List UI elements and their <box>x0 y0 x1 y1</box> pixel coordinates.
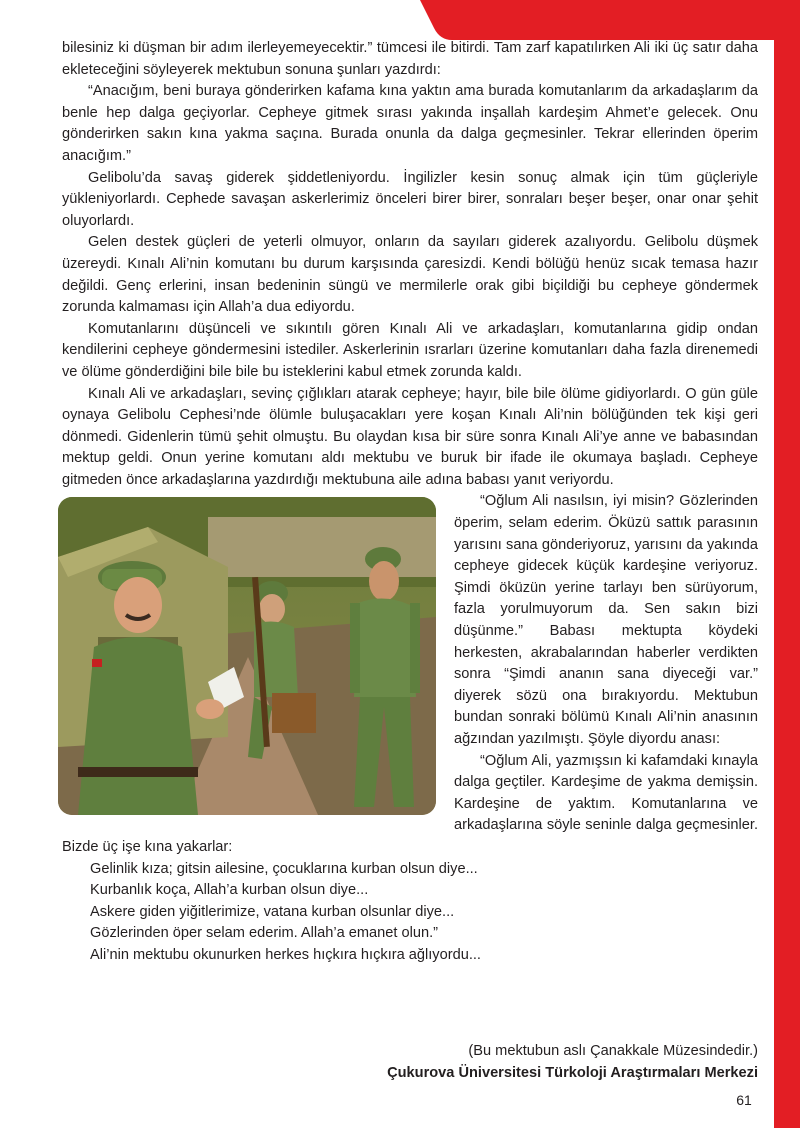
source-organization: Çukurova Üniversitesi Türkoloji Araştırmaları Merkezi <box>387 1065 758 1081</box>
mother-letter: “Oğlum Ali, yazmışsın ki kafamdaki kınayla dalga geçtiler. Kardeşime de yakma demişsin. Kardeşine de yaktım. Komutanlarına ve arkadaşlarına söyle seninle dalga geçmesinler. Bizde üç işe kına yakarlar: <box>62 752 758 855</box>
paragraph-3: Gelibolu’da savaş giderek şiddetleniyordu. İngilizler kesin sonuç almak için tüm güçleriyle yükleniyorlardı. Cephede savaşan askerlerimiz önceleri birer birer, sonraları beşer beşer, onar onar şehit oluyorlardı. <box>62 169 758 229</box>
letter-intro: “Oğlum Ali nasılsın, iyi misin? Gözlerinden öperim, selam ederim. Öküzü sattık parasının yarısını sana gönderiyoruz, yarısını da yakında cepheye gidecek küçük kardeşine veriyoruz. Şimdi öküzün yerine tarlayı ben sürüyorum, fazla yorulmuyorum da. Sen sakın bizi düşünme.” Babası mektupta köydeki herkesten, akrabalarından haberler verdikten sonra “Şimdi ananın sana diyeceği var.” diyerek sözü ona bırakıyordu. Mektubun bundan sonraki bölümü Kınalı Ali’nin anasının ağzından yazılmıştı. Şöyle diyordu anası: <box>454 493 758 747</box>
poem-lines <box>62 859 758 967</box>
poem-line: Askere giden yiğitlerimize, vatana kurban olsunlar diye... <box>90 903 455 920</box>
soldiers-illustration <box>58 497 436 815</box>
source-note: (Bu mektubun aslı Çanakkale Müzesindedir.) <box>468 1043 758 1059</box>
poem-line: Gözlerinden öper selam ederim. Allah’a emanet olun.” <box>90 925 439 942</box>
source-credit <box>387 1040 758 1084</box>
paragraph-5: Komutanlarını düşünceli ve sıkıntılı gören Kınalı Ali ve arkadaşları, komutanlarına gidip ondan kendilerini cepheye göndermesini istediler. Askerlerinin ısrarları üzerine komutanları daha fazla direnemedi ve ölüme gönderdiğini bile bile bu isteklerini kabul etmek zorunda kaldı. <box>62 320 758 380</box>
right-red-band <box>774 0 800 1128</box>
paragraph-2: “Anacığım, beni buraya gönderirken kafama kına yaktın ama burada komutanlarım da arkadaşlarım da benle hep dalga geçiyorlar. Cepheye gitmek sırası yakında inşallah kardeşim Ahmet’e gelecek. Onu gönderirken sakın kına yakma saçına. Burada onunla da dalga geçmesinler. Tekrar ellerinden öperim anacığım.” <box>62 83 758 164</box>
poem-line: Gelinlik kıza; gitsin ailesine, çocuklarına kurban olsun diye... <box>90 860 478 877</box>
paragraph-1: bilesiniz ki düşman bir adım ilerleyemeyecektir.” tümcesi ile bitirdi. Tam zarf kapatılırken Ali iki üç satır daha ekleteceğini söyleyerek mektubun sonuna şunları yazdırdı: <box>62 40 758 78</box>
closing-line: Ali’nin mektubu okunurken herkes hıçkıra hıçkıra ağlıyordu... <box>90 946 481 963</box>
page-number: 61 <box>722 1089 766 1111</box>
article-body <box>62 38 758 967</box>
paragraph-6: Kınalı Ali ve arkadaşları, sevinç çığlıkları atarak cepheye; hayır, bile bile ölüme gidiyorlardı. O gün güle oynaya Gelibolu Cephesi’nde ölümle buluşacakları yere koşan Kınalı Ali’nin bölüğünden tek kişi geri dönmedi. Gidenlerin tümü şehit olmuştu. Bu olaydan kısa bir süre sonra Kınalı Ali’ye anne ve babasından mektup geldi. Onun yerine komutanı aldı mektubu ve buruk bir ifade ile okumaya başladı. Cepheye gitmeden önce arkadaşlarına yazdırdığı mektubuna aile adına babası yanıt veriyordu. <box>62 385 758 488</box>
paragraph-4: Gelen destek güçleri de yeterli olmuyor, onların da sayıları giderek azalıyordu. Gelibolu düşmek üzereydi. Kınalı Ali’nin komutanı bu durum karşısında çaresizdi. Kendi bölüğü henüz sıcak temasa hazır değildi. Genç erlerini, insan bedeninin süngü ve mermilerle orak gibi biçildiği bu cepheye göndermek zorunda kalmaması için Allah’a dua ediyordu. <box>62 234 758 316</box>
top-red-banner <box>0 0 800 40</box>
poem-line: Kurbanlık koça, Allah’a kurban olsun diye... <box>90 882 369 899</box>
